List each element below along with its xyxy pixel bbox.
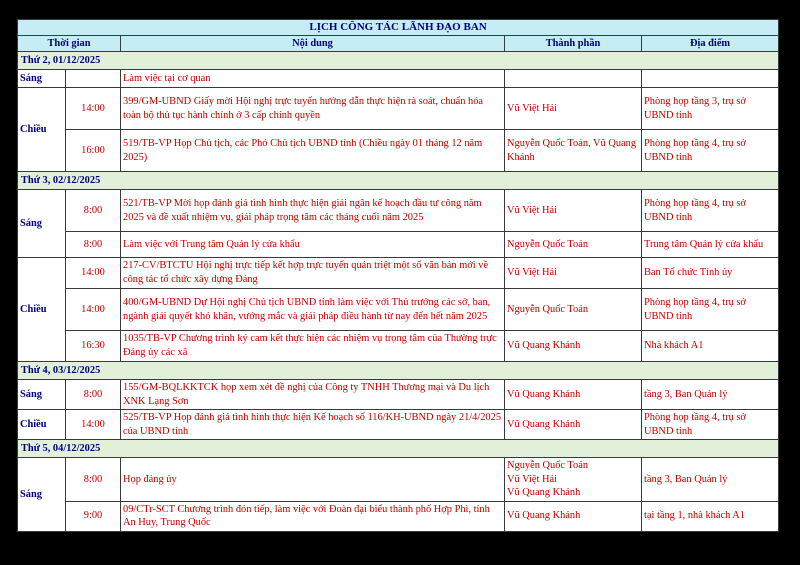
- schedule-row: [18, 458, 779, 502]
- location-cell: Phòng họp tầng 3, trụ sở UBND tỉnh: [642, 88, 779, 130]
- members-cell: Vũ Việt Hải: [505, 258, 642, 289]
- schedule-row: [18, 258, 779, 289]
- members-cell: Nguyễn Quốc Toản Vũ Việt Hải Vũ Quang Khánh: [505, 458, 642, 502]
- time-cell: 14:00: [66, 258, 121, 289]
- members-cell: Vũ Quang Khánh: [505, 380, 642, 410]
- day-row: [18, 440, 779, 458]
- time-cell: 8:00: [66, 232, 121, 258]
- members-cell: Vũ Quang Khánh: [505, 331, 642, 362]
- session-label: Chiều: [18, 258, 66, 362]
- members-cell: Nguyễn Quốc Toản, Vũ Quang Khánh: [505, 130, 642, 172]
- day-label: Thứ 2, 01/12/2025: [18, 52, 779, 70]
- session-label: Chiều: [18, 88, 66, 172]
- content-cell: 525/TB-VP Họp đánh giá tình hình thực hiện Kế hoạch số 116/KH-UBND ngày 21/4/2025 của UBND tỉnh: [121, 410, 505, 440]
- content-cell: 155/GM-BQLKKTCK họp xem xét đề nghị của Công ty TNHH Thương mại và Du lịch XNK Lạng Sơn: [121, 380, 505, 410]
- session-label: Sáng: [18, 458, 66, 532]
- schedule-row: [18, 70, 779, 88]
- content-cell: 521/TB-VP Mời họp đánh giá tình hình thực hiện giải ngân kế hoạch đầu tư công năm 2025 và đề xuất nhiệm vụ, giải pháp trọng tâm các tháng cuối năm 2025: [121, 190, 505, 232]
- location-cell: tầng 3, Ban Quản lý: [642, 380, 779, 410]
- members-cell: [505, 70, 642, 88]
- schedule-table: [17, 19, 779, 532]
- location-cell: Ban Tổ chức Tỉnh ủy: [642, 258, 779, 289]
- day-label: Thứ 3, 02/12/2025: [18, 172, 779, 190]
- time-cell: 14:00: [66, 289, 121, 331]
- header-row: [18, 36, 779, 52]
- members-cell: Nguyễn Quốc Toản: [505, 289, 642, 331]
- location-cell: Phòng họp tầng 4, trụ sở UBND tỉnh: [642, 289, 779, 331]
- schedule-row: [18, 501, 779, 531]
- content-cell: 400/GM-UBND Dự Hội nghị Chủ tịch UBND tỉnh làm việc với Thủ trưởng các sở, ban, ngành giải quyết khó khăn, vướng mắc và giải pháp điều hành từ nay đến hết năm 2025: [121, 289, 505, 331]
- content-cell: 1035/TB-VP Chương trình ký cam kết thực hiện các nhiệm vụ trọng tâm của Thường trực Đảng ủy các xã: [121, 331, 505, 362]
- session-label: Sáng: [18, 70, 66, 88]
- day-row: [18, 172, 779, 190]
- time-cell: [66, 70, 121, 88]
- day-row: [18, 52, 779, 70]
- schedule-row: [18, 289, 779, 331]
- time-cell: 8:00: [66, 458, 121, 502]
- schedule-row: [18, 190, 779, 232]
- time-cell: 16:30: [66, 331, 121, 362]
- location-cell: [642, 70, 779, 88]
- schedule-row: [18, 331, 779, 362]
- day-label: Thứ 4, 03/12/2025: [18, 362, 779, 380]
- members-cell: Nguyễn Quốc Toản: [505, 232, 642, 258]
- time-cell: 14:00: [66, 410, 121, 440]
- session-label: Sáng: [18, 190, 66, 258]
- location-cell: Trung tâm Quản lý cửa khẩu: [642, 232, 779, 258]
- header-members: Thành phần: [505, 36, 642, 52]
- header-time: Thời gian: [18, 36, 121, 52]
- members-cell: Vũ Việt Hải: [505, 190, 642, 232]
- content-cell: 09/CTr-SCT Chương trình đón tiếp, làm việc với Đoàn đại biểu thành phố Hợp Phì, tỉnh An Huy, Trung Quốc: [121, 501, 505, 531]
- schedule-row: [18, 410, 779, 440]
- time-cell: 9:00: [66, 501, 121, 531]
- page-title: LỊCH CÔNG TÁC LÃNH ĐẠO BAN: [18, 20, 779, 36]
- location-cell: tầng 3, Ban Quản lý: [642, 458, 779, 502]
- schedule-row: [18, 380, 779, 410]
- content-cell: Làm việc với Trung tâm Quản lý cửa khẩu: [121, 232, 505, 258]
- content-cell: 217-CV/BTCTU Hội nghị trực tiếp kết hợp trực tuyến quán triệt một số văn bản mới về công tác tổ chức xây dựng Đảng: [121, 258, 505, 289]
- schedule-row: [18, 88, 779, 130]
- title-row: [18, 20, 779, 36]
- location-cell: Phòng họp tầng 4, trụ sở UBND tỉnh: [642, 190, 779, 232]
- header-content: Nội dung: [121, 36, 505, 52]
- location-cell: Phòng họp tầng 4, trụ sở UBND tỉnh: [642, 130, 779, 172]
- time-cell: 16:00: [66, 130, 121, 172]
- header-location: Địa điểm: [642, 36, 779, 52]
- schedule-body: [18, 20, 779, 532]
- location-cell: Phòng họp tầng 4, trụ sở UBND tỉnh: [642, 410, 779, 440]
- content-cell: Họp đảng ủy: [121, 458, 505, 502]
- location-cell: Nhà khách A1: [642, 331, 779, 362]
- session-label: Chiều: [18, 410, 66, 440]
- content-cell: 519/TB-VP Họp Chủ tịch, các Phó Chủ tịch UBND tỉnh (Chiều ngày 01 tháng 12 năm 2025): [121, 130, 505, 172]
- members-cell: Vũ Quang Khánh: [505, 501, 642, 531]
- content-cell: 399/GM-UBND Giấy mời Hội nghị trực tuyến hướng dẫn thực hiện rà soát, chuẩn hóa toàn bộ thủ tục hành chính ở 3 cấp chính quyền: [121, 88, 505, 130]
- schedule-sheet: [17, 19, 778, 532]
- time-cell: 8:00: [66, 380, 121, 410]
- schedule-row: [18, 232, 779, 258]
- members-cell: Vũ Quang Khánh: [505, 410, 642, 440]
- day-row: [18, 362, 779, 380]
- session-label: Sáng: [18, 380, 66, 410]
- content-cell: Làm việc tại cơ quan: [121, 70, 505, 88]
- time-cell: 14:00: [66, 88, 121, 130]
- time-cell: 8:00: [66, 190, 121, 232]
- members-cell: Vũ Việt Hải: [505, 88, 642, 130]
- day-label: Thứ 5, 04/12/2025: [18, 440, 779, 458]
- schedule-row: [18, 130, 779, 172]
- location-cell: tại tầng 1, nhà khách A1: [642, 501, 779, 531]
